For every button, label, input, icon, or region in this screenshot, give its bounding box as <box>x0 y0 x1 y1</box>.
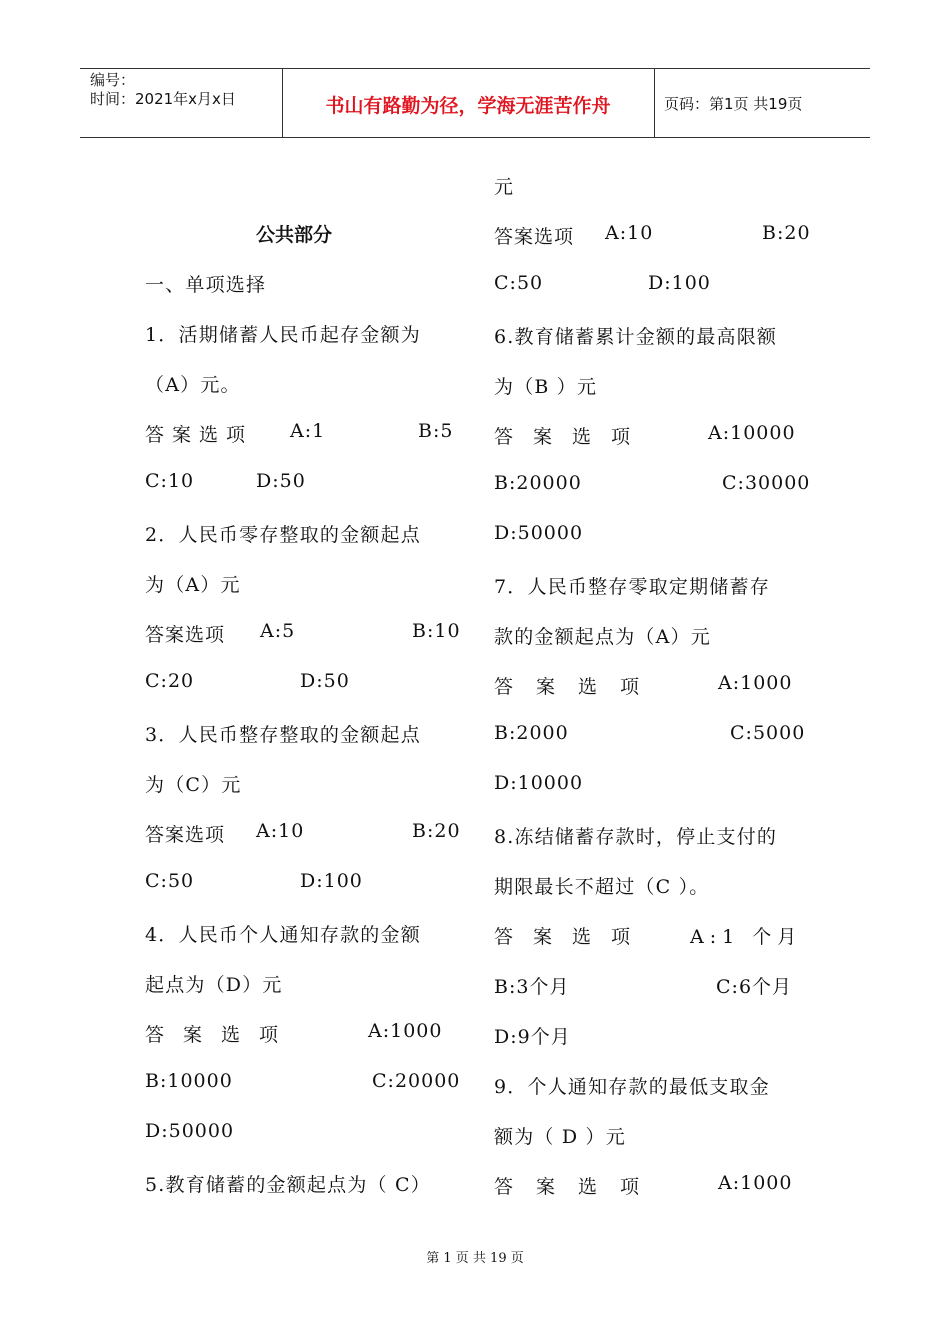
question-1-line-1: 1．活期储蓄人民币起存金额为 <box>145 324 421 346</box>
question-8-option-c: C:6个月 <box>716 976 793 998</box>
question-9-line-2: 额为（ D ）元 <box>494 1126 626 1148</box>
question-6-option-d: D:50000 <box>494 522 584 544</box>
question-7-option-c: C:5000 <box>730 722 806 744</box>
question-7-option-a: A:1000 <box>718 672 793 694</box>
question-8-line-1: 8.冻结储蓄存款时，停止支付的 <box>494 826 778 848</box>
question-7-line-2: 款的金额起点为（A）元 <box>494 626 711 648</box>
question-8-option-d: D:9个月 <box>494 1026 571 1048</box>
question-9-option-a: A:1000 <box>718 1172 793 1194</box>
question-3-line-2: 为（C）元 <box>145 774 242 796</box>
question-3-option-b: B:20 <box>412 820 461 842</box>
question-4-line-2: 起点为（D）元 <box>145 974 283 996</box>
question-7-option-b: B:2000 <box>494 722 569 744</box>
question-1-option-a: A:1 <box>290 420 326 442</box>
question-4-option-c: C:20000 <box>372 1070 461 1092</box>
question-5-option-b: B:20 <box>762 222 811 244</box>
question-1-options-label: 答案选项 <box>145 424 254 446</box>
section-heading: 一、单项选择 <box>145 274 267 296</box>
question-5-option-a: A:10 <box>605 222 654 244</box>
question-4-option-d: D:50000 <box>145 1120 235 1142</box>
question-6-option-a: A:10000 <box>708 422 796 444</box>
question-5-line-1: 5.教育储蓄的金额起点为（ C） <box>145 1174 431 1196</box>
header-meta <box>90 71 236 109</box>
question-6-option-b: B:20000 <box>494 472 582 494</box>
question-5-option-d: D:100 <box>648 272 711 294</box>
question-2-options-label: 答案选项 <box>145 624 226 646</box>
question-1-option-c: C:10 <box>145 470 195 492</box>
page-header <box>80 68 870 138</box>
document-time-label: 时间：2021年x月x日 <box>90 90 236 108</box>
question-8-option-a: A:1 个月 <box>690 926 803 948</box>
question-8-options-label: 答案选项 <box>494 926 651 948</box>
question-5-option-c: C:50 <box>494 272 544 294</box>
page-footer: 第 1 页 共 19 页 <box>426 1251 524 1266</box>
question-7-line-1: 7．人民币整存零取定期储蓄存 <box>494 576 770 598</box>
question-4-option-a: A:1000 <box>368 1020 443 1042</box>
question-8-option-b: B:3个月 <box>494 976 570 998</box>
question-9-options-label: 答案选项 <box>494 1176 663 1198</box>
section-title: 公共部分 <box>256 224 333 246</box>
question-4-options-label: 答案选项 <box>145 1024 298 1046</box>
question-6-line-2: 为（B ）元 <box>494 376 598 398</box>
question-2-option-d: D:50 <box>300 670 350 692</box>
question-3-option-d: D:100 <box>300 870 363 892</box>
question-3-option-c: C:50 <box>145 870 195 892</box>
question-2-option-a: A:5 <box>260 620 296 642</box>
question-2-line-1: 2．人民币零存整取的金额起点 <box>145 524 421 546</box>
question-8-line-2: 期限最长不超过（C ）。 <box>494 876 710 898</box>
question-9-line-1: 9．个人通知存款的最低支取金 <box>494 1076 770 1098</box>
header-divider <box>654 69 655 137</box>
question-7-options-label: 答案选项 <box>494 676 663 698</box>
question-5-line-2: 元 <box>494 176 515 198</box>
question-1-option-d: D:50 <box>256 470 306 492</box>
question-4-line-1: 4．人民币个人通知存款的金额 <box>145 924 421 946</box>
header-page-info: 页码：第1页 共19页 <box>664 95 803 113</box>
question-2-option-b: B:10 <box>412 620 461 642</box>
question-6-option-c: C:30000 <box>722 472 811 494</box>
question-3-options-label: 答案选项 <box>145 824 226 846</box>
question-6-options-label: 答案选项 <box>494 426 651 448</box>
question-1-option-b: B:5 <box>418 420 454 442</box>
question-3-line-1: 3．人民币整存整取的金额起点 <box>145 724 421 746</box>
question-5-options-label: 答案选项 <box>494 226 575 248</box>
question-2-line-2: 为（A）元 <box>145 574 241 596</box>
question-6-line-1: 6.教育储蓄累计金额的最高限额 <box>494 326 778 348</box>
document-number-label: 编号： <box>90 71 136 89</box>
question-4-option-b: B:10000 <box>145 1070 233 1092</box>
question-2-option-c: C:20 <box>145 670 195 692</box>
question-3-option-a: A:10 <box>256 820 305 842</box>
header-motto: 书山有路勤为径，学海无涯苦作舟 <box>325 95 611 117</box>
question-7-option-d: D:10000 <box>494 772 584 794</box>
question-1-line-2: （A）元。 <box>145 374 241 396</box>
